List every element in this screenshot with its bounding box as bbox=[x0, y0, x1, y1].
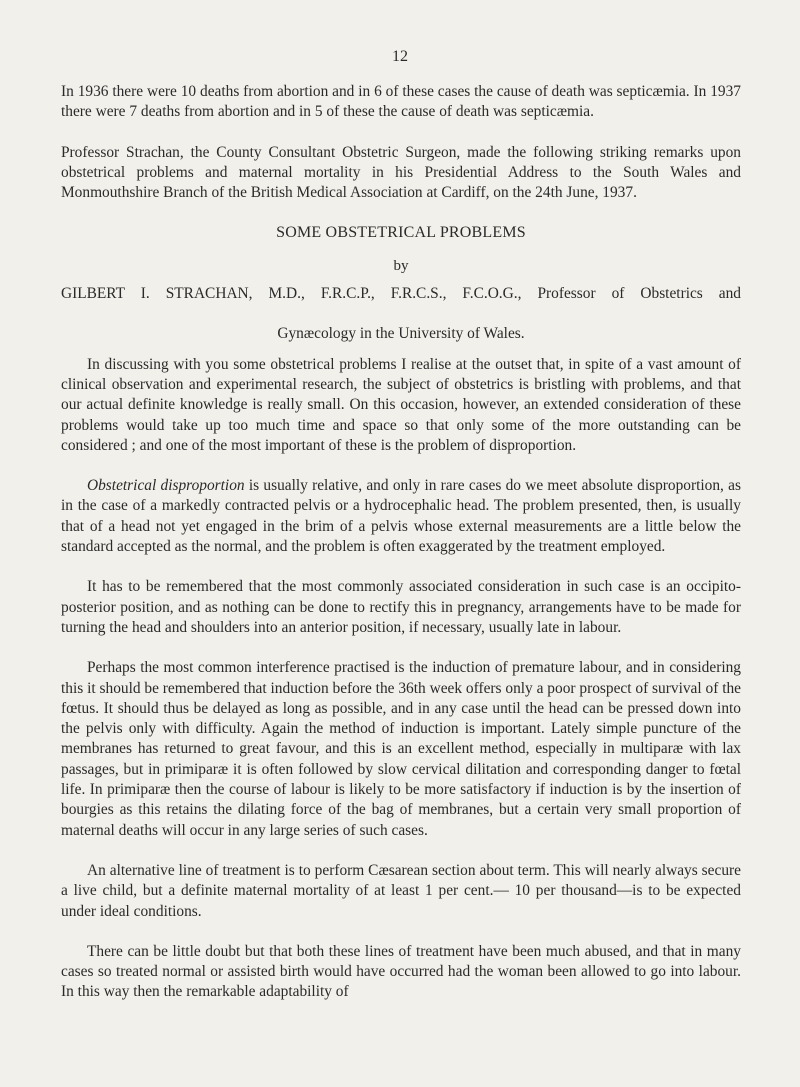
author-affiliation: Gynæcology in the University of Wales. bbox=[277, 325, 525, 343]
paragraph-induction: Perhaps the most common interference practised is the induction of premature labour, and in considering this it should be remembered that induction before the 36th week offers only a poor prospect of survival of the fœtus. It should thus be delayed as long as possible, and in any case until the head can be pressed down into the pelvis only with difficulty. Again the method of induction is important. Lately simple puncture of the membranes has returned to great favour, and this is an excellent method, especially in multiparæ with lax passages, but in primiparæ it is often followed by slow cervical dilitation and corresponding danger to fœtal life. In primiparæ then the course of labour is likely to be more satisfactory if induction is by the insertion of bourgies as this retains the dilating force of the bag of membranes, but a certain very small proportion of maternal deaths will occur in any large series of such cases. bbox=[61, 659, 741, 839]
paragraph-abortion-deaths: In 1936 there were 10 deaths from abortion and in 6 of these cases the cause of death was septicæmia. In 1937 there were 7 deaths from abortion and in 5 of these the cause of death was septicæmia. bbox=[61, 83, 741, 121]
paragraph-treatment-abuse: There can be little doubt but that both these lines of treatment have been much abused, and that in many cases so treated normal or assisted birth would have occurred had the woman been allowed to go into labour. In this way then the remarkable adaptability of bbox=[61, 942, 741, 1001]
document-body bbox=[61, 82, 741, 1023]
paragraph-occipito-posterior: It has to be remembered that the most commonly associated consideration in such case is an occipito-posterior position, and as nothing can be done to rectify this in pregnancy, arrangements have to be made for turning the head and shoulders into an anterior position, if necessary, usually late in labour. bbox=[61, 578, 741, 636]
paragraph-caesarean: An alternative line of treatment is to perform Cæsarean section about term. This will nearly always secure a live child, but a definite maternal mortality of at least 1 per cent.— 10 per thousand—is to be expected under ideal conditions. bbox=[61, 861, 741, 920]
author-line: GILBERT I. STRACHAN, M.D., F.R.C.P., F.R.C.S., F.C.O.G., Professor of Obstetrics and bbox=[61, 285, 741, 303]
paragraph-strachan-intro: Professor Strachan, the County Consultant Obstetric Surgeon, made the following striking remarks upon obstetrical problems and maternal mortality in his Presidential Address to the South Wales and Monmouthshire Branch of the British Medical Association at Cardiff, on the 24th June, 1937. bbox=[61, 143, 741, 202]
byline: by bbox=[393, 257, 409, 274]
section-heading: SOME OBSTETRICAL PROBLEMS bbox=[276, 224, 526, 242]
paragraph-obstetrical-problems: In discussing with you some obstetrical problems I realise at the outset that, in spite of a vast amount of clinical observation and experimental research, the subject of obstetrics is bristling with problems, and that our actual definite knowledge is really small. On this occasion, however, an extended consideration of these problems would take up too much time and space so that only some of the more outstanding can be considered ; and one of the most important of these is the problem of disproportion. bbox=[61, 355, 741, 454]
italic-term: Obstetrical disproportion bbox=[87, 477, 245, 495]
paragraph-disproportion bbox=[61, 476, 741, 557]
page-number: 12 bbox=[392, 48, 408, 65]
paragraph-disproportion-text: is usually relative, and only in rare cases do we meet absolute disproportion, as in the case of a markedly contracted pelvis or a hydrocephalic head. The problem presented, then, is usually that of a head not yet engaged in the brim of a pelvis whose external measurements are a little below the standard accepted as the normal, and the problem is often exaggerated by the treatment employed. bbox=[61, 477, 741, 556]
